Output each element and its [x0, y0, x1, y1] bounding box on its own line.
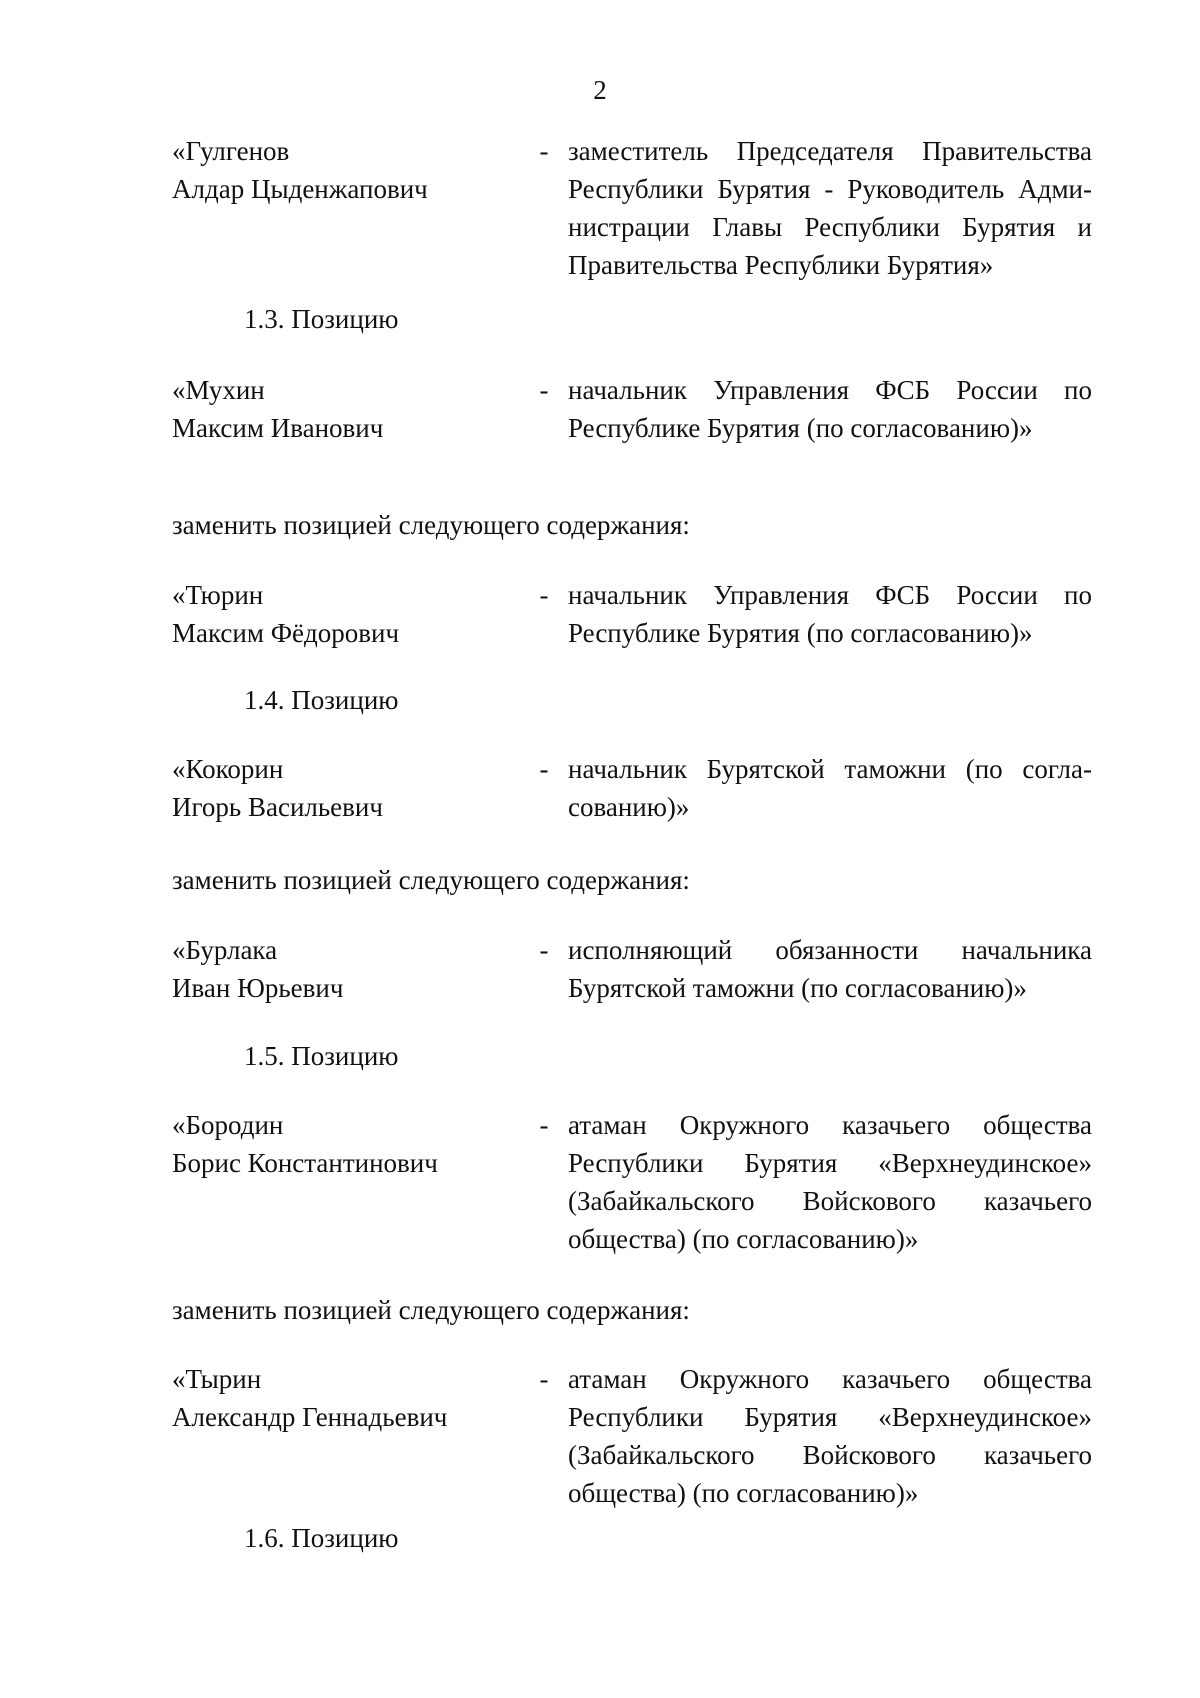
person-given-names: Алдар Цыденжапович — [172, 174, 428, 204]
person-surname: «Мухин — [172, 375, 265, 405]
position-description — [568, 576, 1092, 652]
position-entry-tyurin — [172, 576, 1092, 652]
position-description — [568, 931, 1092, 1007]
description-line: (Забайкальского Войскового казачьего — [568, 1440, 1092, 1470]
person-surname: «Тырин — [172, 1364, 262, 1394]
position-description — [568, 371, 1092, 447]
position-entry-burlaka — [172, 931, 1092, 1007]
entry-dash: - — [539, 1110, 549, 1140]
description-line: Республики Бурятия - Руководитель Адми- — [568, 174, 1092, 204]
description-line: исполняющий обязанности начальника — [568, 935, 1092, 965]
section-heading-1-5: 1.5. Позицию — [244, 1041, 399, 1071]
person-surname: «Бородин — [172, 1110, 284, 1140]
description-line: нистрации Главы Республики Бурятия и — [568, 212, 1092, 242]
person-name — [172, 371, 512, 447]
replace-instruction: заменить позицией следующего содержания: — [172, 1295, 690, 1325]
position-entry-tyrin — [172, 1360, 1092, 1512]
person-given-names: Борис Константинович — [172, 1148, 438, 1178]
entry-dash: - — [539, 754, 549, 784]
description-line: Республике Бурятия (по согласованию)» — [568, 618, 1033, 648]
person-given-names: Максим Иванович — [172, 413, 384, 443]
replace-instruction: заменить позицией следующего содержания: — [172, 510, 690, 540]
position-entry-borodin — [172, 1106, 1092, 1258]
description-line: Республике Бурятия (по согласованию)» — [568, 413, 1033, 443]
person-name — [172, 1106, 512, 1182]
description-line: сованию)» — [568, 792, 690, 822]
person-given-names: Максим Фёдорович — [172, 618, 400, 648]
description-line: начальник Бурятской таможни (по согла- — [568, 754, 1092, 784]
description-line: общества) (по согласованию)» — [568, 1224, 919, 1254]
entry-dash: - — [539, 136, 549, 166]
position-description — [568, 750, 1092, 826]
description-line: Бурятской таможни (по согласованию)» — [568, 973, 1027, 1003]
description-line: Республики Бурятия «Верхнеудинское» — [568, 1402, 1092, 1432]
position-description — [568, 1360, 1092, 1512]
page-number: 2 — [593, 75, 607, 105]
description-line: общества) (по согласованию)» — [568, 1478, 919, 1508]
section-heading-1-4: 1.4. Позицию — [244, 685, 399, 715]
position-description — [568, 1106, 1092, 1258]
person-name — [172, 1360, 512, 1436]
description-line: (Забайкальского Войскового казачьего — [568, 1186, 1092, 1216]
person-name — [172, 750, 512, 826]
position-entry-gulgenov — [172, 132, 1092, 284]
position-description — [568, 132, 1092, 284]
position-entry-mukhin — [172, 371, 1092, 447]
person-surname: «Бурлака — [172, 935, 278, 965]
replace-instruction: заменить позицией следующего содержания: — [172, 865, 690, 895]
person-surname: «Кокорин — [172, 754, 284, 784]
person-surname: «Тюрин — [172, 580, 264, 610]
person-given-names: Александр Геннадьевич — [172, 1402, 448, 1432]
entry-dash: - — [539, 935, 549, 965]
position-entry-kokorin — [172, 750, 1092, 826]
person-name — [172, 931, 512, 1007]
description-line: начальник Управления ФСБ России по — [568, 580, 1092, 610]
section-heading-1-3: 1.3. Позицию — [244, 304, 399, 334]
description-line: Правительства Республики Бурятия» — [568, 250, 994, 280]
person-given-names: Игорь Васильевич — [172, 792, 383, 822]
entry-dash: - — [539, 375, 549, 405]
person-given-names: Иван Юрьевич — [172, 973, 344, 1003]
entry-dash: - — [539, 580, 549, 610]
description-line: Республики Бурятия «Верхнеудинское» — [568, 1148, 1092, 1178]
description-line: заместитель Председателя Правительства — [568, 136, 1092, 166]
person-name — [172, 576, 512, 652]
description-line: атаман Окружного казачьего общества — [568, 1364, 1092, 1394]
description-line: начальник Управления ФСБ России по — [568, 375, 1092, 405]
description-line: атаман Окружного казачьего общества — [568, 1110, 1092, 1140]
person-name — [172, 132, 512, 208]
entry-dash: - — [539, 1364, 549, 1394]
person-surname: «Гулгенов — [172, 136, 290, 166]
section-heading-1-6: 1.6. Позицию — [244, 1523, 399, 1553]
